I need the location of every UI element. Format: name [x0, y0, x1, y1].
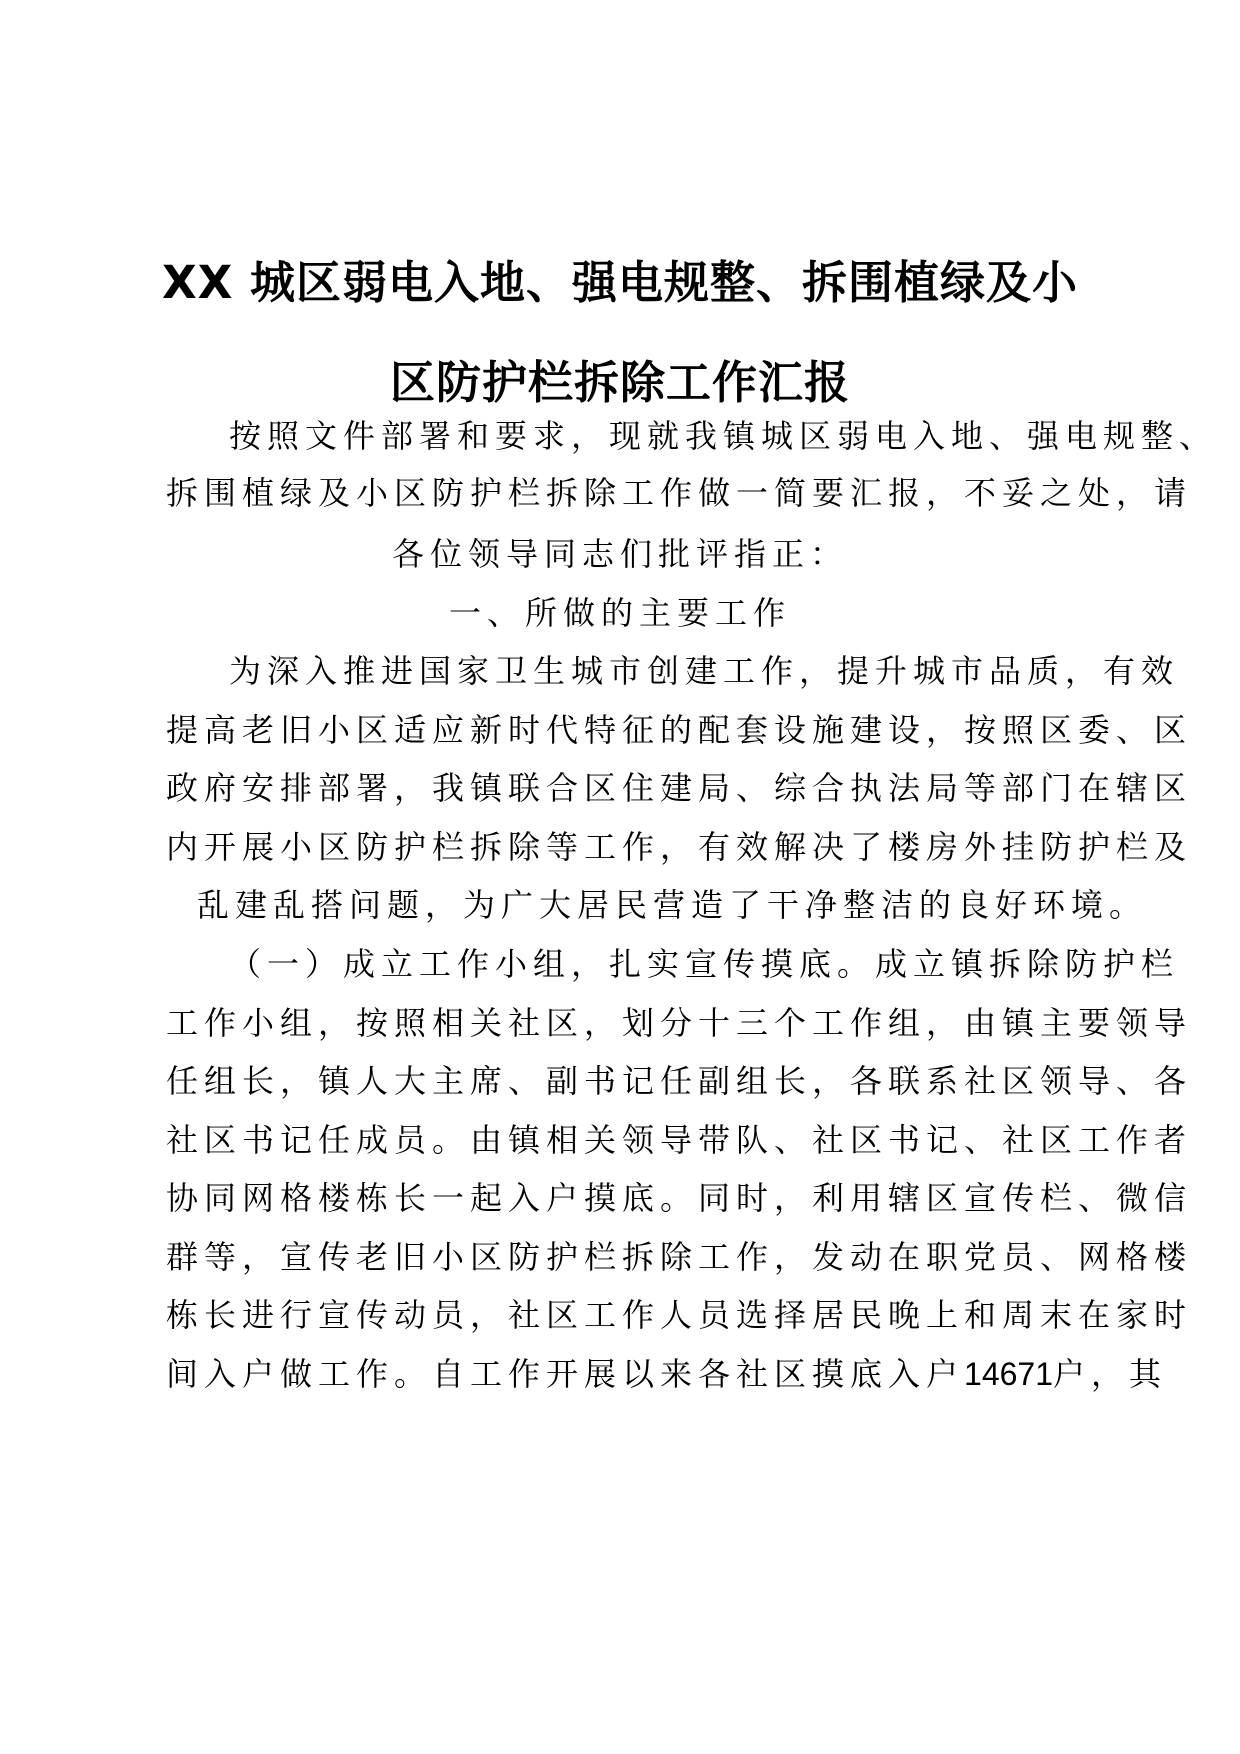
document-title-line-1: XX 城区弱电入地、强电规整、拆围植绿及小 — [161, 256, 1079, 309]
section-para-line-1: 为深入推进国家卫生城市创建工作，提升城市品质，有效 — [229, 652, 1180, 690]
intro-line-3: 各位领导同志们批评指正： — [391, 535, 848, 573]
subsection-line-5: 协同网格楼栋长一起入户摸底。同时，利用辖区宣传栏、微信 — [166, 1179, 1193, 1217]
household-count: 14671 — [964, 1356, 1053, 1392]
subsection-line-1: （一）成立工作小组，扎实宣传摸底。成立镇拆除防护栏 — [229, 945, 1180, 983]
section-heading: 一、所做的主要工作 — [448, 594, 791, 632]
line-8-text-after: 户，其 — [1053, 1355, 1168, 1393]
section-para-line-2: 提高老旧小区适应新时代特征的配套设施建设，按照区委、区 — [166, 711, 1193, 749]
intro-line-1: 按照文件部署和要求，现就我镇城区弱电入地、强电规整、 — [229, 417, 1218, 455]
subsection-line-7: 栋长进行宣传动员，社区工作人员选择居民晚上和周末在家时 — [166, 1296, 1193, 1334]
subsection-line-8 — [166, 1355, 1168, 1393]
section-para-line-4: 内开展小区防护栏拆除等工作，有效解决了楼房外挂防护栏及 — [166, 828, 1193, 866]
subsection-line-4: 社区书记任成员。由镇相关领导带队、社区书记、社区工作者 — [166, 1121, 1193, 1159]
line-8-text-before: 间入户做工作。自工作开展以来各社区摸底入户 — [166, 1355, 965, 1393]
section-para-line-3: 政府安排部署，我镇联合区住建局、综合执法局等部门在辖区 — [166, 769, 1193, 807]
subsection-line-3: 任组长，镇人大主席、副书记任副组长，各联系社区领导、各 — [166, 1062, 1193, 1100]
section-para-line-5: 乱建乱搭问题，为广大居民营造了干净整洁的良好环境。 — [197, 886, 1148, 924]
document-title-line-2: 区防护栏拆除工作汇报 — [389, 356, 850, 409]
intro-line-2: 拆围植绿及小区防护栏拆除工作做一简要汇报，不妥之处，请 — [166, 474, 1193, 512]
subsection-line-2: 工作小组，按照相关社区，划分十三个工作组，由镇主要领导 — [166, 1004, 1193, 1042]
subsection-line-6: 群等，宣传老旧小区防护栏拆除工作，发动在职党员、网格楼 — [166, 1238, 1193, 1276]
